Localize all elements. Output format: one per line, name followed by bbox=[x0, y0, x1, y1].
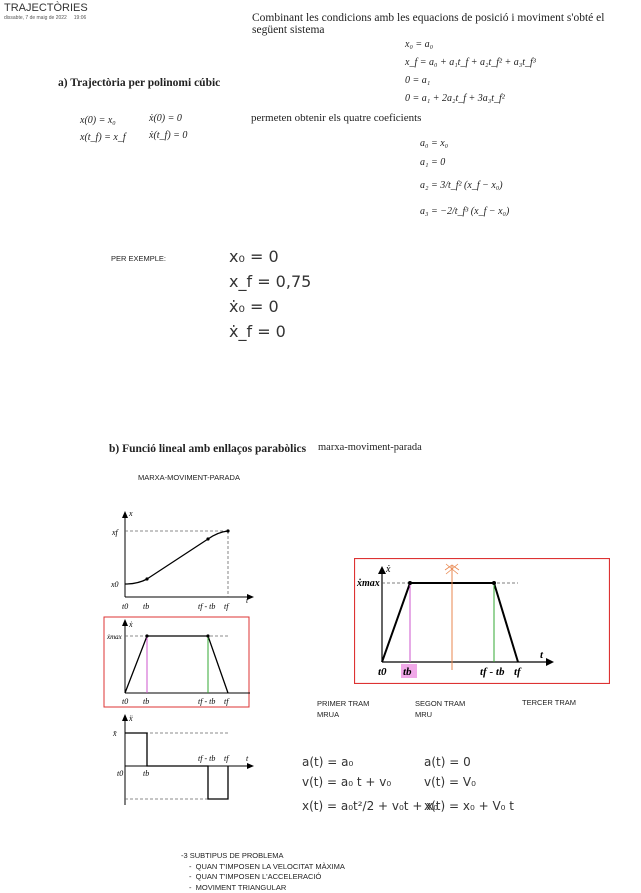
velocity-graph bbox=[104, 617, 250, 707]
subtype-item: - QUAN T'IMPOSEN L'ACCELERACIÓ bbox=[189, 872, 322, 881]
hand-eq: v(t) = V₀ bbox=[424, 775, 476, 789]
system-equations bbox=[405, 38, 536, 106]
tick-tb: tb bbox=[143, 769, 150, 778]
subtype-item: - MOVIMENT TRIANGULAR bbox=[189, 882, 287, 892]
axis-label-xf: xf bbox=[112, 528, 118, 537]
hand-equations-right bbox=[424, 752, 514, 816]
tick-tb: tb bbox=[403, 666, 412, 678]
hand-equations-left bbox=[302, 752, 438, 816]
coefficient: a₂ = 3/t_f² (x_f − x₀) bbox=[420, 180, 503, 191]
axis-label-x0: x0 bbox=[111, 580, 119, 589]
tram-second-sub: MRU bbox=[415, 710, 433, 719]
example-value: x_f = 0,75 bbox=[229, 272, 312, 291]
axis-label-xdot: ẋ bbox=[129, 620, 133, 629]
tick-tb: tb bbox=[143, 697, 150, 706]
hand-eq: a(t) = 0 bbox=[424, 755, 471, 769]
condition: ẋ(0) = 0 bbox=[149, 113, 182, 124]
subtype-item: - QUAN T'IMPOSEN LA VELOCITAT MÀXIMA bbox=[189, 861, 345, 871]
system-eq: x_f = a₀ + a₁t_f + a₂t_f² + a₃t_f³ bbox=[405, 57, 536, 68]
coefficients bbox=[420, 137, 509, 219]
position-graph bbox=[110, 509, 254, 611]
conditions-left bbox=[80, 114, 126, 145]
axis-label-xmax: ẋmax bbox=[357, 578, 380, 589]
axis-label-x: x bbox=[129, 509, 133, 518]
axis-label-xdd: ẍ bbox=[129, 714, 133, 723]
tram-first-label: PRIMER TRAM bbox=[317, 699, 370, 708]
example-values bbox=[229, 244, 311, 344]
tick-tf: tf bbox=[514, 666, 521, 678]
hand-eq: a(t) = a₀ bbox=[302, 755, 354, 769]
tram-first-sub: MRUA bbox=[317, 710, 340, 719]
condition: x(t_f) = x_f bbox=[80, 132, 126, 143]
subtypes-head: -3 SUBTIPUS DE PROBLEMA bbox=[181, 851, 284, 860]
allow-text: permeten obtenir els quatre coeficients bbox=[251, 112, 422, 124]
condition: x(0) = x₀ bbox=[80, 115, 116, 126]
axis-label-t: t bbox=[246, 596, 249, 605]
tick-tf-tb: tf - tb bbox=[198, 697, 216, 706]
axis-label-xbar: x̄ bbox=[113, 729, 117, 738]
axis-label-xmax: ẋmax bbox=[107, 633, 122, 641]
velocity-graph-large bbox=[354, 558, 610, 684]
hand-eq: x(t) = a₀t²/2 + v₀t + x₀ bbox=[302, 799, 439, 813]
tick-tf: tf bbox=[224, 602, 229, 611]
coefficient: a₀ = x₀ bbox=[420, 138, 449, 149]
section-a-title: a) Trajectòria per polinomi cúbic bbox=[58, 77, 221, 89]
page-date: dissabte, 7 de maig de 2022 19:06 bbox=[4, 15, 87, 21]
coefficient: a₁ = 0 bbox=[420, 157, 446, 168]
section-b-subtitle: MARXA-MOVIMENT-PARADA bbox=[138, 473, 240, 482]
acceleration-graph bbox=[112, 714, 254, 805]
subtypes-list bbox=[181, 851, 345, 893]
tick-tf-tb: tf - tb bbox=[198, 602, 216, 611]
axis-label-t: t bbox=[540, 649, 544, 661]
tram-third: TERCER TRAM bbox=[522, 698, 577, 707]
coefficient: a₃ = −2/t_f³ (x_f − x₀) bbox=[420, 206, 510, 217]
system-eq: 0 = a₁ bbox=[405, 75, 431, 86]
example-value: ẋ_f = 0 bbox=[229, 322, 286, 341]
example-value: ẋ₀ = 0 bbox=[229, 297, 279, 316]
example-value: x₀ = 0 bbox=[229, 247, 279, 266]
motion-graphs bbox=[100, 505, 260, 815]
system-eq: x₀ = a₀ bbox=[405, 39, 434, 50]
tram-second-label: SEGON TRAM bbox=[415, 699, 466, 708]
conditions-right bbox=[149, 112, 187, 143]
tick-t0: t0 bbox=[378, 666, 387, 678]
tick-t0: t0 bbox=[122, 602, 129, 611]
tram-first bbox=[317, 698, 369, 720]
tick-t0: t0 bbox=[117, 769, 124, 778]
tick-t0: t0 bbox=[122, 697, 129, 706]
tick-tb: tb bbox=[143, 602, 150, 611]
condition: ẋ(t_f) = 0 bbox=[149, 130, 188, 141]
tick-tf-tb: tf - tb bbox=[480, 666, 505, 678]
section-b-note: marxa-moviment-parada bbox=[318, 442, 422, 453]
tram-second bbox=[415, 698, 465, 720]
intro-text: Combinant les condicions amb les equacions de posició i moviment s'obté el següent sistema bbox=[252, 12, 605, 36]
axis-label-xdot: ẋ bbox=[386, 564, 391, 575]
tick-tf: tf bbox=[224, 754, 229, 763]
example-label: PER EXEMPLE: bbox=[111, 254, 167, 263]
hand-eq: x(t) = x₀ + V₀ t bbox=[424, 799, 514, 813]
page-title: TRAJECTÒRIES bbox=[4, 2, 88, 14]
axis-label-t: t bbox=[246, 754, 249, 763]
section-b-title: b) Funció lineal amb enllaços parabòlics bbox=[109, 443, 307, 455]
hand-eq: v(t) = a₀ t + v₀ bbox=[302, 775, 392, 789]
tick-tf: tf bbox=[224, 697, 229, 706]
system-eq: 0 = a₁ + 2a₂t_f + 3a₃t_f² bbox=[405, 93, 505, 104]
tick-tf-tb: tf - tb bbox=[198, 754, 216, 763]
